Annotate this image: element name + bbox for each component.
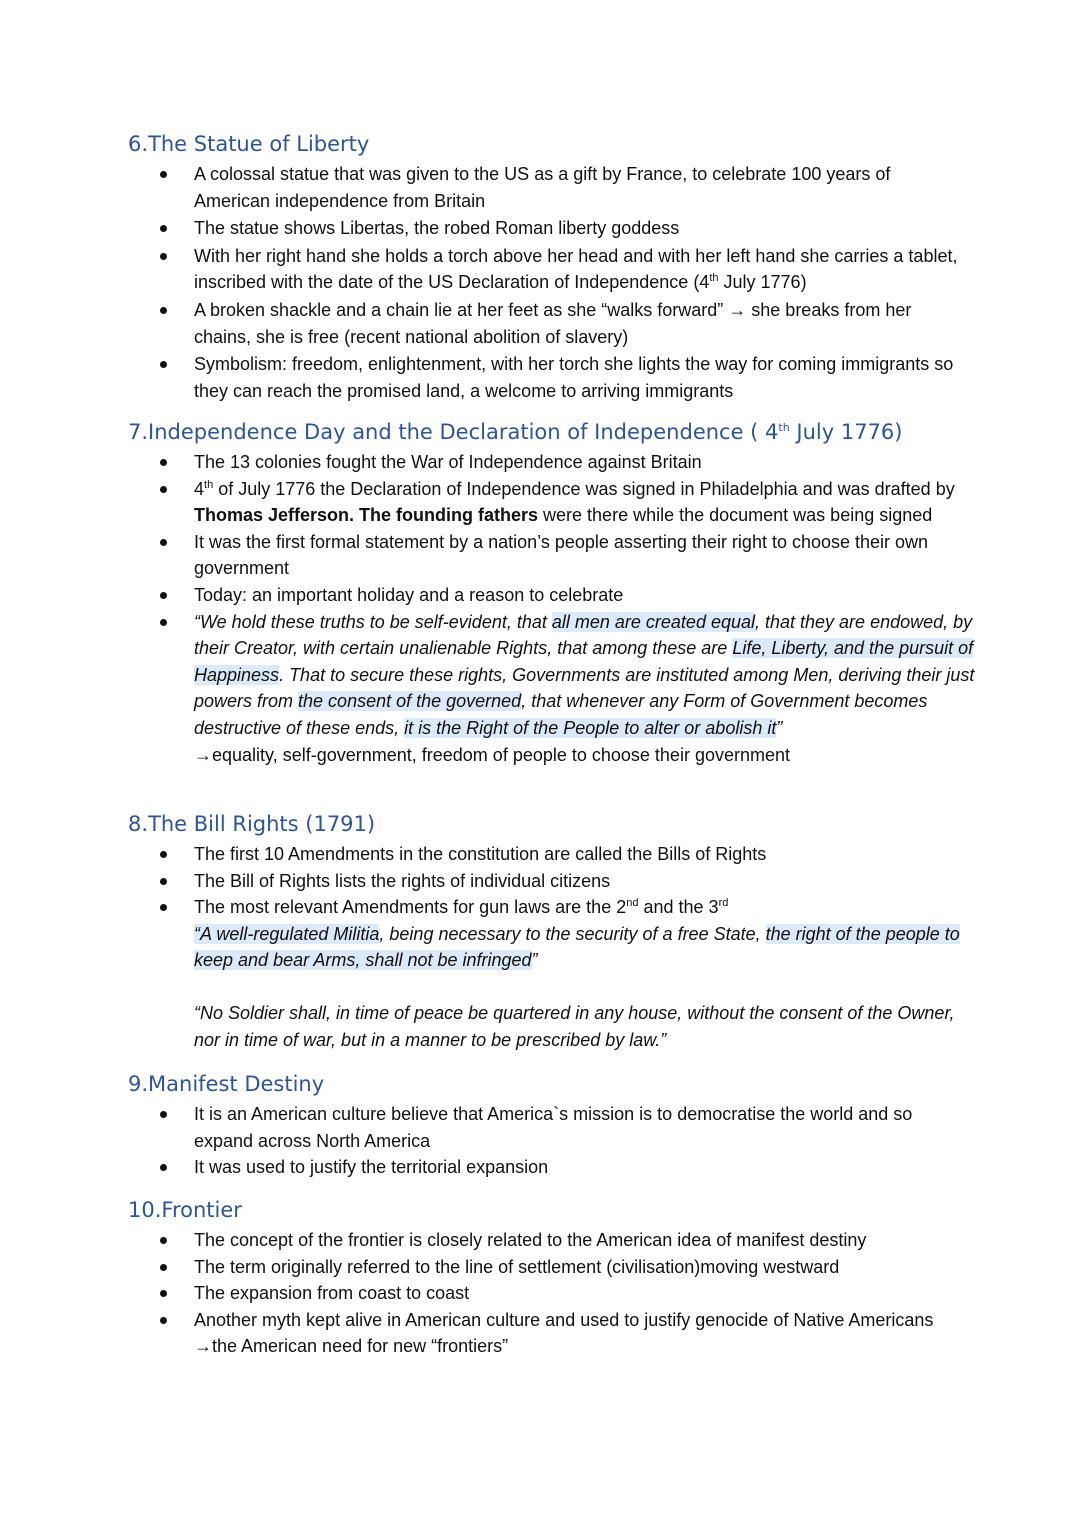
section-manifest-destiny [128, 1070, 968, 1181]
list-item: The statue shows Libertas, the robed Roman liberty goddess [128, 215, 968, 242]
text: were there while the document was being signed [538, 505, 933, 526]
superscript: nd [626, 897, 639, 910]
list-item [128, 243, 968, 296]
text: July 1776) [718, 272, 807, 293]
list-item: The term originally referred to the line of settlement (civilisation)moving westward [128, 1254, 968, 1281]
text: , that they are endowed, by their Creator, with certain unalienable Rights, that among these are [194, 611, 973, 659]
spacer [128, 974, 968, 1000]
list-item: Symbolism: freedom, enlightenment, with her torch she lights the way for coming immigrants so they can reach the promised land, a welcome to arriving immigrants [128, 351, 968, 404]
list-item: Today: an important holiday and a reason to celebrate [128, 582, 978, 609]
third-amendment-quote: “No Soldier shall, in time of peace be quartered in any house, without the consent of the Owner, nor in time of war, but in a manner to be prescribed by law.” [194, 1002, 955, 1050]
text: July 1776) [789, 420, 903, 444]
bullet-list [128, 161, 968, 404]
text: ” [531, 950, 538, 971]
list-item: A broken shackle and a chain lie at her feet as she “walks forward” → she breaks from her chains, she is free (recent national abolition of slavery) [128, 297, 968, 350]
superscript: rd [718, 897, 729, 910]
section-heading [128, 418, 978, 446]
superscript: th [778, 421, 790, 434]
text: . That to secure these rights, Governments are instituted among Men, deriving their just powers from [194, 664, 975, 712]
text: , being necessary to the security of a free State, [379, 923, 766, 944]
text: 4 [194, 478, 205, 499]
declaration-quote [128, 609, 978, 742]
section-heading: 6.The Statue of Liberty [128, 132, 370, 156]
bold-text: Thomas Jefferson. The founding fathers [194, 505, 539, 526]
highlight: the right of the people to keep and bear Arms, shall not be infringed [194, 923, 960, 971]
list-item: The concept of the frontier is closely related to the American idea of manifest destiny [128, 1227, 968, 1254]
list-item: It is an American culture believe that America`s mission is to democratise the world and so expand across North America [128, 1101, 968, 1154]
text: of July 1776 the Declaration of Independence was signed in Philadelphia and was drafted by [213, 478, 955, 499]
bullet-list [128, 1101, 968, 1181]
list-item: The expansion from coast to coast [128, 1280, 968, 1307]
bullet-list [128, 841, 968, 1053]
list-item: It was used to justify the territorial expansion [128, 1154, 968, 1181]
list-item: The 13 colonies fought the War of Independence against Britain [128, 449, 978, 476]
list-item: A colossal statue that was given to the US as a gift by France, to celebrate 100 years of American independence from Britain [128, 161, 968, 214]
list-item [128, 476, 978, 529]
section-heading: 9.Manifest Destiny [128, 1072, 325, 1096]
bullet-list [128, 449, 978, 768]
list-item: The first 10 Amendments in the constitution are called the Bills of Rights [128, 841, 968, 868]
highlight: it is the Right of the People to alter or abolish it [404, 717, 777, 738]
text: ” [776, 717, 783, 738]
section-independence-day [128, 418, 978, 768]
list-item: Another myth kept alive in American culture and used to justify genocide of Native Americans →the American need for new “frontiers” [128, 1307, 968, 1360]
text: , that whenever any Form of Government becomes destructive of these ends, [194, 691, 928, 738]
list-item: It was the first formal statement by a nation’s people asserting their right to choose their own government [128, 529, 978, 582]
section-bill-of-rights [128, 810, 968, 1053]
section-frontier [128, 1196, 968, 1360]
text: 7.Independence Day and the Declaration of Independence ( 4 [128, 420, 779, 444]
text: and the 3 [638, 897, 719, 918]
text: With her right hand she holds a torch above her head and with her left hand she carries a tablet, inscribed with the date of the US Declaration of Independence (4 [194, 245, 958, 293]
section-heading: 8.The Bill Rights (1791) [128, 812, 376, 836]
superscript: th [709, 272, 719, 285]
highlight: the consent of the governed [298, 691, 522, 712]
highlight: “A well-regulated Militia [194, 923, 380, 944]
superscript: th [204, 478, 214, 491]
bullet-list [128, 1227, 968, 1360]
text: The most relevant Amendments for gun laws are the 2 [194, 897, 627, 918]
section-heading: 10.Frontier [128, 1198, 242, 1222]
second-amendment-quote [128, 921, 968, 974]
conclusion-line: →equality, self-government, freedom of people to choose their government [194, 744, 790, 765]
section-statue-of-liberty [128, 130, 968, 404]
text: “We hold these truths to be self-evident, that [194, 611, 552, 632]
highlight: Life, Liberty, and the pursuit of Happiness [194, 638, 974, 685]
list-item: The Bill of Rights lists the rights of individual citizens [128, 868, 968, 895]
list-item [128, 894, 968, 921]
highlight: all men are created equal [551, 611, 755, 632]
